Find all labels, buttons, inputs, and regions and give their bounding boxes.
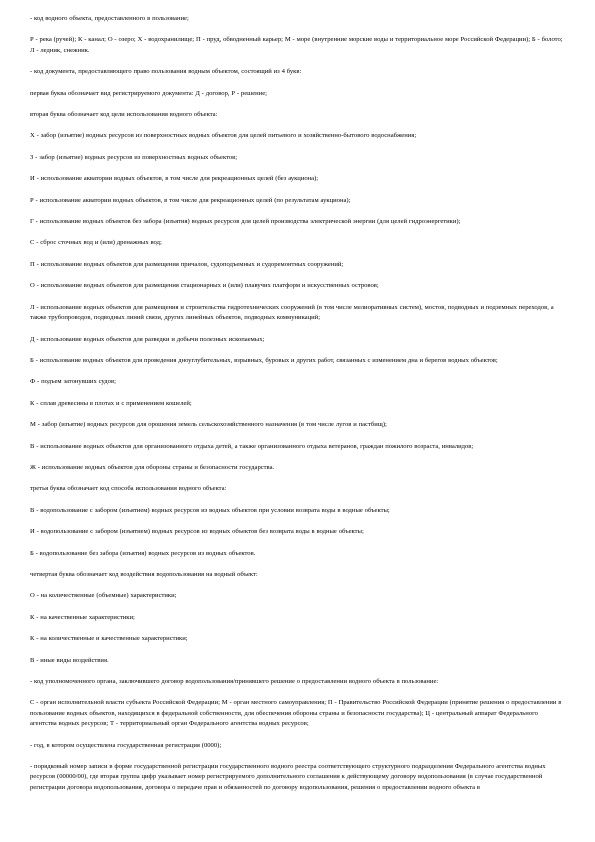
paragraph-purpose-b: Б - использование водных объектов для проведения дноуглубительных, взрывных, буровых и других работ, связанных с изменением дна и берегов водных объектов; — [30, 356, 498, 364]
paragraph-purpose-x: Х - забор (изъятие) водных ресурсов из поверхностных водных объектов для целей питьевого и хозяйственно-бытового водоснабжения; — [30, 132, 417, 140]
paragraph-document-code: - код документа, предоставляющего право пользования водным объектом, состоящий из 4 букв: — [30, 68, 302, 76]
paragraph-method-i: И - водопользование с забором (изъятием) водных ресурсов из водных объектов без возврата воды в водные объекты; — [30, 528, 364, 536]
paragraph-impact-o: О - на количественные (объемные) характеристики; — [30, 592, 177, 600]
paragraph-second-letter: вторая буква обозначает код цели использования водного объекта: — [30, 111, 218, 119]
paragraph-purpose-d: Д - использование водных объектов для разведки и добычи полезных ископаемых; — [30, 335, 265, 343]
paragraph-purpose-z: З - забор (изъятие) водных ресурсов из поверхностных водных объектов; — [30, 153, 238, 161]
paragraph-fourth-letter: четвертая буква обозначает код воздействия водопользования на водный объект: — [30, 570, 258, 578]
paragraph-purpose-v: В - использование водных объектов для организованного отдыха детей, а также организованного отдыха ветеранов, граждан пожилого возраста, инвалидов; — [30, 442, 474, 450]
paragraph-purpose-o: О - использование водных объектов для размещения стационарных и (или) плавучих платформ и искусственных островов; — [30, 282, 379, 290]
paragraph-method-v: В - водопользование с забором (изъятием) водных ресурсов из водных объектов при условии возврата воды в водные объекты; — [30, 506, 390, 514]
paragraph-purpose-s: С - сброс сточных вод и (или) дренажных вод; — [30, 239, 162, 247]
paragraph-purpose-l: Л - использование водных объектов для размещения и строительства гидротехнических сооружений (в том числе мелиоративных систем), мостов, подводных и подземных переходов, а также трубопроводов, подводных линий связи, других линейных объектов, подводных коммуникаций; — [30, 303, 554, 322]
paragraph-water-object-types: Р - река (ручей); К - канал; О - озеро; Х - водохранилище; П - пруд, обводненный карьер; М - море (внутренние морские воды и территориальное море Российской Федерации); Б - болото; Л - ледник, снежник. — [30, 36, 563, 54]
paragraph-water-object-code: - код водного объекта, предоставленного в пользование; — [30, 15, 189, 22]
paragraph-purpose-p: П - использование водных объектов для размещения причалов, судоподъемных и судоремонтных сооружений; — [30, 260, 344, 268]
paragraph-authority-list: С - орган исполнительной власти субъекта Российской Федерации; М - орган местного самоуправления; П - Правительство Российской Федерации (принятие решения о предоставлении в пользование водных объектов, находящихся в федеральной собственности, для обеспечения обороны страны и безопасности государства); Ц - центральный аппарат Федерального агентства водных ресурсов; Т - территориальный орган Федерального агентства водных ресурсов; — [30, 699, 562, 728]
paragraph-authority-code: - код уполномоченного органа, заключившего договор водопользования/принявшего решение о предоставлении водного объекта в пользование: — [30, 678, 439, 685]
paragraph-third-letter: третья буква обозначает код способа использования водного объекта: — [30, 485, 227, 493]
paragraph-method-b: Б - водопользование без забора (изъятия) водных ресурсов из водных объектов. — [30, 549, 256, 557]
paragraph-purpose-f: Ф - подъем затонувших судов; — [30, 378, 116, 386]
paragraph-impact-v: В - иные виды воздействия. — [30, 656, 109, 664]
paragraph-purpose-r: Р - использование акватории водных объектов, в том числе для рекреационных целей (по результатам аукциона); — [30, 196, 351, 204]
paragraph-purpose-g: Г - использование водных объектов без забора (изъятия) водных ресурсов для целей производства электрической энергии (для целей гидроэнергетики); — [30, 218, 461, 226]
paragraph-registration-year: - год, в котором осуществлена государственная регистрация (0000); — [30, 741, 222, 749]
paragraph-first-letter: первая буква обозначает вид регистрируемого документа: Д - договор, Р - решение; — [30, 89, 267, 97]
paragraph-purpose-k: К - сплав древесины в плотах и с применением кошелей; — [30, 399, 192, 407]
paragraph-impact-k: К - на качественные характеристики; — [30, 613, 135, 621]
paragraph-purpose-m: М - забор (изъятие) водных ресурсов для орошения земель сельскохозяйственного назначения (в том числе лугов и пастбищ); — [30, 421, 387, 429]
paragraph-record-number: - порядковый номер записи в форме государственной регистрации государственного водного реестра соответствующего структурного подразделения Федерального агентства водных ресурсов (00000/00), где вторая группа цифр указывает номер регистрируемого дополнительного соглашения к действующему договору водопользования (в случае государственной регистрации договора водопользования, договора о передаче прав и обязанностей по договору водопользования, решения о предоставлении водного объекта в — [30, 763, 546, 791]
paragraph-purpose-zh: Ж - использование водных объектов для обороны страны и безопасности государства. — [30, 463, 275, 471]
paragraph-impact-kk: К - на количественные и качественные характеристики; — [30, 635, 188, 643]
paragraph-purpose-i: И - использование акватории водных объектов, в том числе для рекреационных целей (без аукциона); — [30, 175, 319, 183]
